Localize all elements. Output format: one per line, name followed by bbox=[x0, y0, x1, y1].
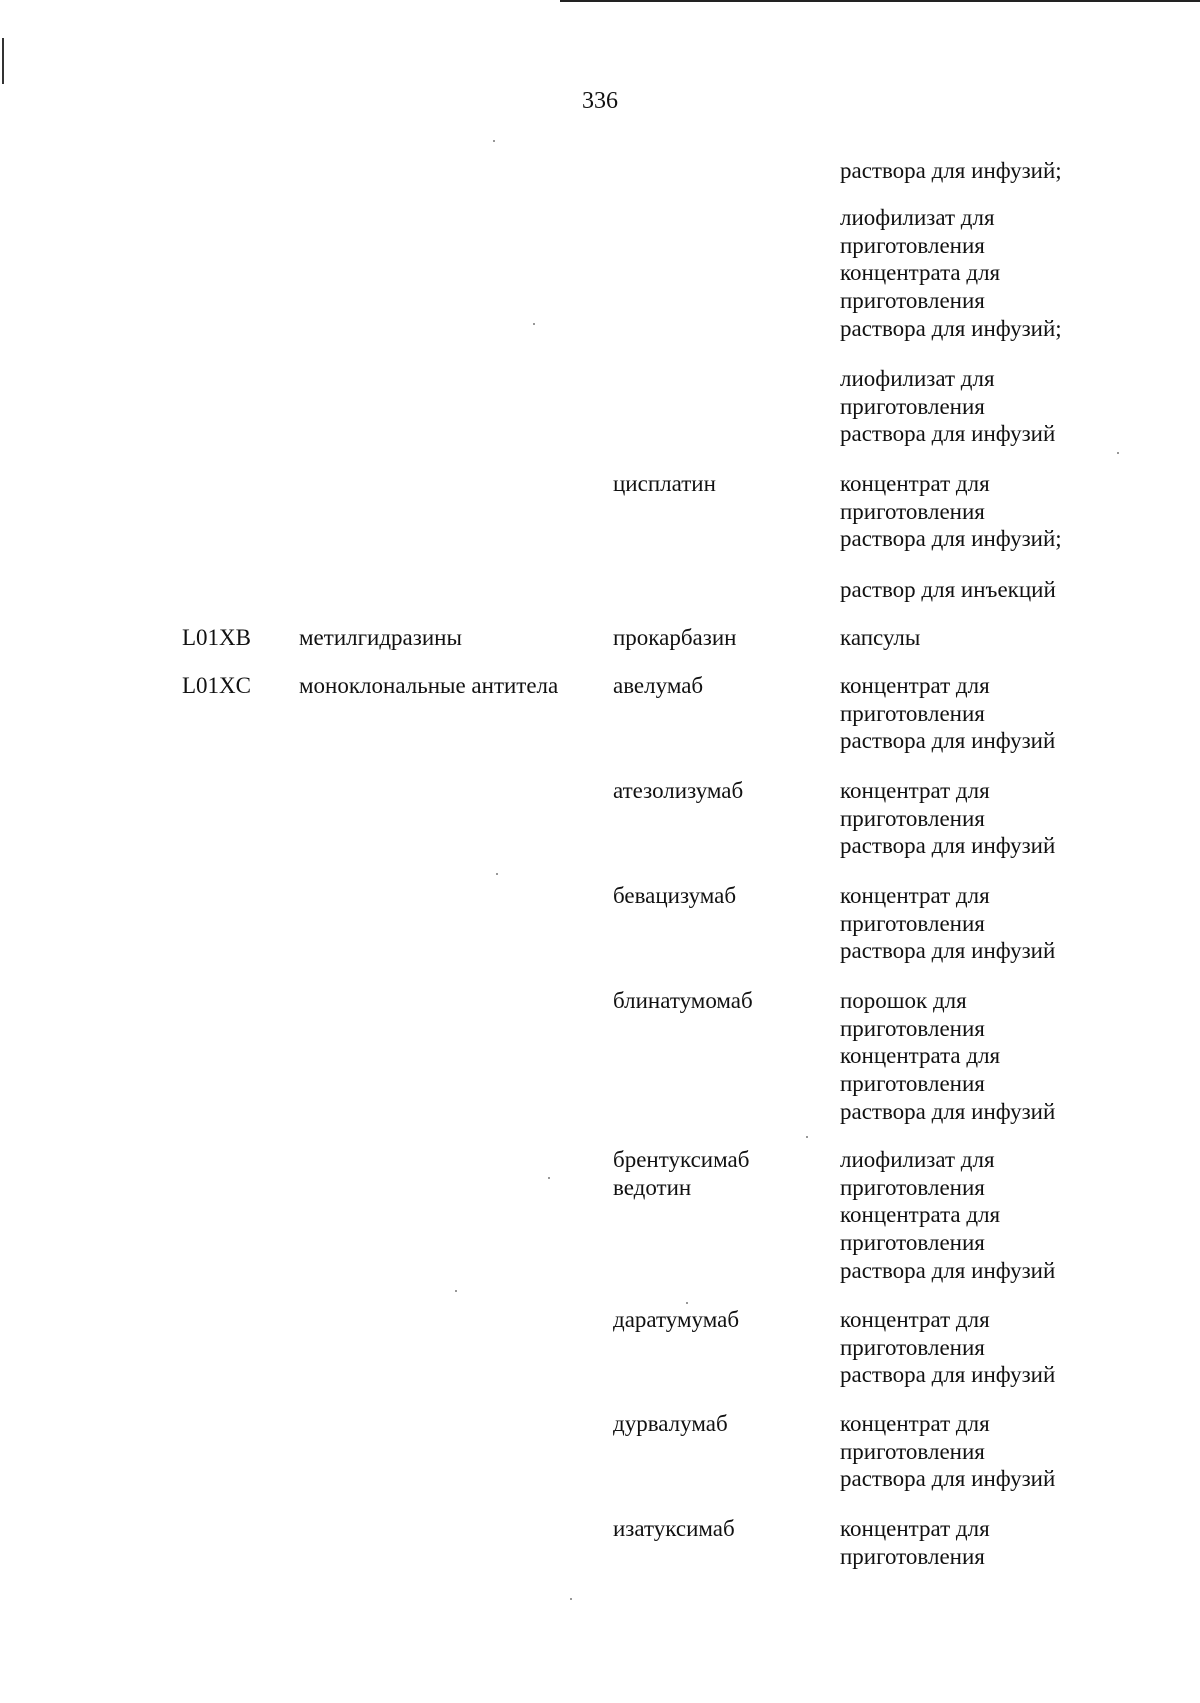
dosage-form: раствор для инъекций bbox=[840, 577, 1056, 602]
drug-name: бевацизумаб bbox=[613, 883, 737, 908]
dosage-form: капсулы bbox=[840, 625, 921, 650]
dosage-form: порошок для приготовления концентрата для приготовления раствора для инфузий bbox=[840, 988, 1056, 1124]
drug-name: брентуксимаб ведотин bbox=[613, 1147, 750, 1200]
dosage-form: раствора для инфузий; bbox=[840, 158, 1062, 183]
scan-border-line bbox=[560, 0, 1200, 2]
dosage-form: концентрат для приготовления раствора для инфузий bbox=[840, 778, 1056, 859]
dosage-form: концентрат для приготовления bbox=[840, 1516, 990, 1569]
scan-speck bbox=[548, 1177, 550, 1179]
dosage-form: лиофилизат для приготовления раствора для инфузий bbox=[840, 366, 1056, 447]
dosage-form: концентрат для приготовления раствора для инфузий bbox=[840, 1411, 1056, 1492]
dosage-form: концентрат для приготовления раствора для инфузий bbox=[840, 883, 1056, 964]
scan-speck bbox=[686, 1302, 688, 1304]
page-number: 336 bbox=[582, 88, 618, 114]
scan-speck bbox=[1117, 452, 1119, 454]
pharmacological-group: моноклональные антитела bbox=[299, 673, 559, 698]
dosage-form: лиофилизат для приготовления концентрата для приготовления раствора для инфузий; bbox=[840, 205, 1062, 341]
scan-speck bbox=[493, 140, 495, 142]
dosage-form: концентрат для приготовления раствора для инфузий bbox=[840, 1307, 1056, 1388]
dosage-form: концентрат для приготовления раствора для инфузий bbox=[840, 673, 1056, 754]
scan-speck bbox=[455, 1290, 457, 1292]
dosage-form: лиофилизат для приготовления концентрата для приготовления раствора для инфузий bbox=[840, 1147, 1056, 1283]
pharmacological-group: метилгидразины bbox=[299, 625, 462, 650]
scan-speck bbox=[533, 323, 535, 325]
scan-edge-mark bbox=[2, 38, 4, 84]
atc-code: L01XB bbox=[182, 625, 251, 650]
drug-name: дурвалумаб bbox=[613, 1411, 728, 1436]
drug-name: изатуксимаб bbox=[613, 1516, 735, 1541]
scan-speck bbox=[806, 1136, 808, 1138]
scan-speck bbox=[496, 873, 498, 875]
drug-name: авелумаб bbox=[613, 673, 704, 698]
drug-name: блинатумомаб bbox=[613, 988, 753, 1013]
drug-name: цисплатин bbox=[613, 471, 716, 496]
drug-name: атезолизумаб bbox=[613, 778, 744, 803]
atc-code: L01XC bbox=[182, 673, 251, 698]
drug-name: прокарбазин bbox=[613, 625, 737, 650]
scan-speck bbox=[570, 1598, 572, 1600]
dosage-form: концентрат для приготовления раствора для инфузий; bbox=[840, 471, 1062, 552]
drug-name: даратумумаб bbox=[613, 1307, 740, 1332]
